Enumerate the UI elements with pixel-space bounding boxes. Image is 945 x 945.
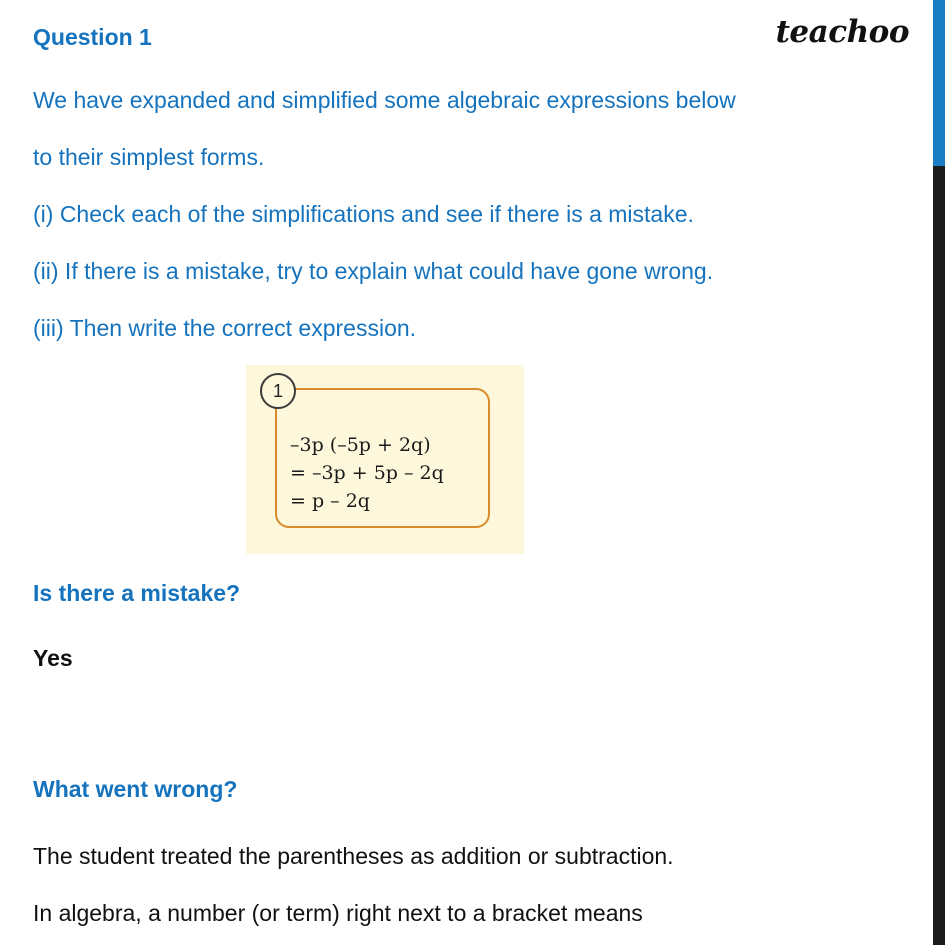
- figure-line-2: = –3p + 5p – 2q: [290, 462, 444, 484]
- intro-line-4: (ii) If there is a mistake, try to explain what could have gone wrong.: [33, 258, 714, 284]
- explanation-line-1: The student treated the parentheses as addition or subtraction.: [33, 843, 674, 869]
- explanation-line-2: In algebra, a number (or term) right next to a bracket means: [33, 900, 643, 926]
- section-answer-mistake: Yes: [33, 645, 73, 671]
- section-heading-what-went-wrong: What went wrong?: [33, 776, 238, 802]
- figure-line-1: –3p (–5p + 2q): [290, 434, 431, 456]
- explanation-block: [33, 828, 933, 942]
- figure-line-3: = p – 2q: [290, 490, 370, 512]
- intro-line-3: (i) Check each of the simplifications and see if there is a mistake.: [33, 201, 694, 227]
- section-heading-mistake: Is there a mistake?: [33, 580, 241, 606]
- page-title: Question 1: [33, 24, 152, 50]
- intro-block: [33, 72, 933, 357]
- right-edge-dark-strip: [933, 166, 945, 945]
- expression-figure: [246, 365, 524, 554]
- intro-line-1: We have expanded and simplified some algebraic expressions below: [33, 87, 736, 113]
- right-edge-blue-strip: [933, 0, 945, 166]
- teachoo-logo: teachoo: [775, 14, 909, 50]
- figure-number-badge: 1: [260, 373, 296, 409]
- intro-line-5: (iii) Then write the correct expression.: [33, 315, 417, 341]
- intro-line-2: to their simplest forms.: [33, 144, 265, 170]
- figure-expression-lines: [290, 431, 444, 515]
